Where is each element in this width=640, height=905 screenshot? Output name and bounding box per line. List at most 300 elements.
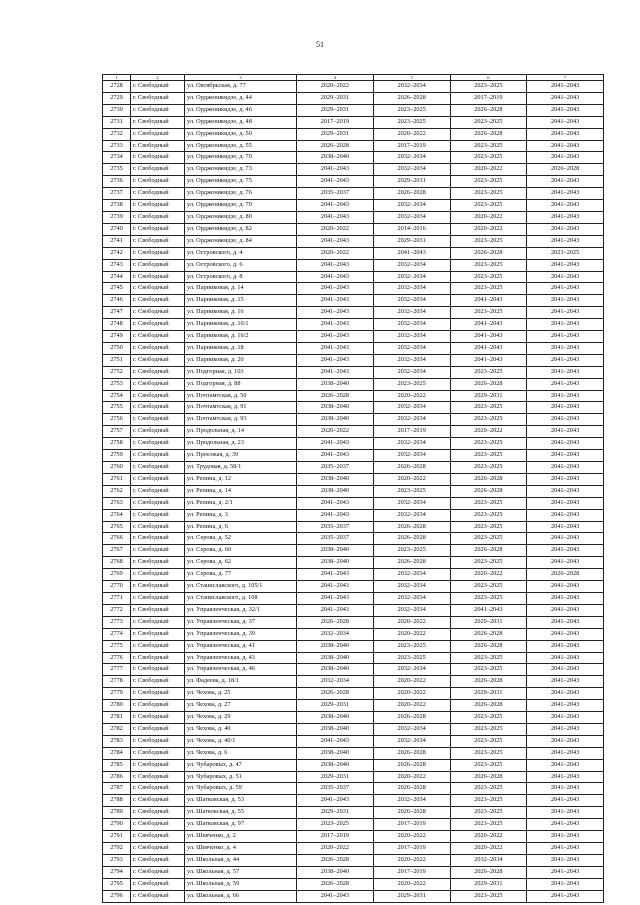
period-cell: 2041–2043	[297, 450, 374, 462]
period-cell: 2038–2040	[297, 152, 374, 164]
period-cell: 2020–2022	[373, 473, 450, 485]
period-cell: 2041–2043	[527, 878, 604, 890]
period-cell: 2032–2034	[373, 438, 450, 450]
period-cell: 2041–2043	[527, 712, 604, 724]
period-cell: 2041–2043	[527, 700, 604, 712]
period-cell: 2032–2034	[373, 164, 450, 176]
period-cell: 2041–2043	[527, 819, 604, 831]
period-cell: 2038–2040	[297, 640, 374, 652]
row-number: 2784	[103, 747, 131, 759]
period-cell: 2026–2028	[373, 92, 450, 104]
address-cell: ул. Подгорная, д. 88	[185, 378, 297, 390]
city-cell: г. Свободный	[131, 390, 185, 402]
row-number: 2789	[103, 807, 131, 819]
address-cell: ул. Управленческая, д. 32/1	[185, 604, 297, 616]
period-cell: 2032–2034	[373, 450, 450, 462]
city-cell: г. Свободный	[131, 866, 185, 878]
period-cell: 2029–2031	[297, 700, 374, 712]
table-row	[103, 366, 604, 378]
period-cell: 2041–2043	[527, 604, 604, 616]
city-cell: г. Свободный	[131, 176, 185, 188]
table-row	[103, 104, 604, 116]
city-cell: г. Свободный	[131, 747, 185, 759]
address-cell: ул. Парниковая, д. 16/2	[185, 331, 297, 343]
period-cell: 2029–2031	[450, 390, 527, 402]
city-cell: г. Свободный	[131, 402, 185, 414]
period-cell: 2023–2025	[450, 116, 527, 128]
table-row	[103, 188, 604, 200]
period-cell: 2041–2043	[527, 283, 604, 295]
period-cell: 2032–2034	[373, 569, 450, 581]
period-cell: 2023–2025	[450, 747, 527, 759]
period-cell: 2041–2043	[527, 140, 604, 152]
period-cell: 2032–2034	[373, 295, 450, 307]
period-cell: 2029–2031	[450, 688, 527, 700]
period-cell: 2041–2043	[527, 664, 604, 676]
period-cell: 2041–2043	[450, 295, 527, 307]
address-cell: ул. Школьная, д. 57	[185, 866, 297, 878]
address-cell: ул. Станиславского, д. 108	[185, 592, 297, 604]
address-cell: ул. Островского, д. 4	[185, 247, 297, 259]
period-cell: 2041–2043	[297, 795, 374, 807]
period-cell: 2026–2028	[373, 462, 450, 474]
period-cell: 2026–2028	[527, 164, 604, 176]
period-cell: 2026–2028	[450, 866, 527, 878]
table-row	[103, 450, 604, 462]
address-cell: ул. Орджоникидзе, д. 55	[185, 140, 297, 152]
table-row	[103, 759, 604, 771]
city-cell: г. Свободный	[131, 557, 185, 569]
period-cell: 2041–2043	[527, 235, 604, 247]
period-cell: 2026–2028	[297, 688, 374, 700]
address-cell: ул. Чехова, д. 27	[185, 700, 297, 712]
row-number: 2788	[103, 795, 131, 807]
period-cell: 2041–2043	[527, 152, 604, 164]
row-number: 2756	[103, 414, 131, 426]
period-cell: 2023–2025	[450, 509, 527, 521]
period-cell: 2041–2043	[297, 164, 374, 176]
period-cell: 2041–2043	[297, 890, 374, 902]
table-row	[103, 700, 604, 712]
row-number: 2760	[103, 462, 131, 474]
city-cell: г. Свободный	[131, 140, 185, 152]
row-number: 2764	[103, 509, 131, 521]
city-cell: г. Свободный	[131, 854, 185, 866]
table-row	[103, 140, 604, 152]
city-cell: г. Свободный	[131, 652, 185, 664]
period-cell: 2041–2043	[297, 592, 374, 604]
period-cell: 2020–2022	[450, 211, 527, 223]
address-cell: ул. Орджоникидзе, д. 50	[185, 128, 297, 140]
address-cell: ул. Продольная, д. 14	[185, 426, 297, 438]
table-row	[103, 235, 604, 247]
table-row	[103, 807, 604, 819]
period-cell: 2029–2031	[373, 176, 450, 188]
row-number: 2766	[103, 533, 131, 545]
period-cell: 2041–2043	[527, 81, 604, 93]
period-cell: 2038–2040	[297, 652, 374, 664]
city-cell: г. Свободный	[131, 450, 185, 462]
table-row	[103, 164, 604, 176]
period-cell: 2038–2040	[297, 414, 374, 426]
table-row	[103, 497, 604, 509]
table-row	[103, 581, 604, 593]
period-cell: 2017–2019	[373, 843, 450, 855]
row-number: 2750	[103, 342, 131, 354]
table-row	[103, 462, 604, 474]
period-cell: 2023–2025	[450, 723, 527, 735]
row-number: 2787	[103, 783, 131, 795]
row-number: 2762	[103, 485, 131, 497]
address-cell: ул. Станиславского, д. 105/1	[185, 581, 297, 593]
address-cell: ул. Репина, д. 6	[185, 521, 297, 533]
period-cell: 2020–2022	[297, 426, 374, 438]
period-cell: 2041–2043	[527, 331, 604, 343]
period-cell: 2026–2028	[373, 188, 450, 200]
city-cell: г. Свободный	[131, 152, 185, 164]
period-cell: 2035–2037	[297, 533, 374, 545]
row-number: 2733	[103, 140, 131, 152]
period-cell: 2026–2028	[527, 569, 604, 581]
column-number: 1	[103, 75, 131, 81]
period-cell: 2041–2043	[297, 569, 374, 581]
period-cell: 2032–2034	[373, 581, 450, 593]
period-cell: 2038–2040	[297, 866, 374, 878]
city-cell: г. Свободный	[131, 378, 185, 390]
period-cell: 2026–2028	[297, 616, 374, 628]
period-cell: 2032–2034	[373, 366, 450, 378]
row-number: 2780	[103, 700, 131, 712]
row-number: 2779	[103, 688, 131, 700]
city-cell: г. Свободный	[131, 128, 185, 140]
period-cell: 2032–2034	[373, 342, 450, 354]
table-row	[103, 81, 604, 93]
table-row	[103, 271, 604, 283]
row-number: 2775	[103, 640, 131, 652]
city-cell: г. Свободный	[131, 581, 185, 593]
table-row	[103, 247, 604, 259]
period-cell: 2041–2043	[527, 259, 604, 271]
address-cell: ул. Чубаровых, д. 47	[185, 759, 297, 771]
period-cell: 2026–2028	[373, 759, 450, 771]
address-cell: ул. Шевченко, д. 2	[185, 831, 297, 843]
city-cell: г. Свободный	[131, 426, 185, 438]
city-cell: г. Свободный	[131, 485, 185, 497]
period-cell: 2041–2043	[297, 497, 374, 509]
table-row	[103, 485, 604, 497]
period-cell: 2020–2022	[450, 223, 527, 235]
period-cell: 2023–2025	[450, 140, 527, 152]
period-cell: 2023–2025	[450, 438, 527, 450]
address-cell: ул. Чехова, д. 40/1	[185, 735, 297, 747]
table-row	[103, 211, 604, 223]
city-cell: г. Свободный	[131, 878, 185, 890]
column-number: 2	[131, 75, 185, 81]
period-cell: 2038–2040	[297, 664, 374, 676]
row-number: 2786	[103, 771, 131, 783]
city-cell: г. Свободный	[131, 104, 185, 116]
period-cell: 2026–2028	[450, 485, 527, 497]
period-cell: 2041–2043	[297, 283, 374, 295]
period-cell: 2041–2043	[297, 735, 374, 747]
address-cell: ул. Парниковая, д. 16/1	[185, 319, 297, 331]
table-row	[103, 890, 604, 902]
address-cell: ул. Шевченко, д. 4	[185, 843, 297, 855]
row-number: 2793	[103, 854, 131, 866]
table-row	[103, 116, 604, 128]
period-cell: 2041–2043	[527, 390, 604, 402]
period-cell: 2041–2043	[450, 331, 527, 343]
row-number: 2732	[103, 128, 131, 140]
period-cell: 2041–2043	[527, 759, 604, 771]
address-cell: ул. Парниковая, д. 15	[185, 295, 297, 307]
row-number: 2734	[103, 152, 131, 164]
table-row	[103, 604, 604, 616]
period-cell: 2026–2028	[450, 628, 527, 640]
period-cell: 2032–2034	[373, 319, 450, 331]
period-cell: 2041–2043	[527, 676, 604, 688]
period-cell: 2023–2025	[450, 450, 527, 462]
period-cell: 2020–2022	[373, 700, 450, 712]
period-cell: 2032–2034	[297, 628, 374, 640]
period-cell: 2023–2025	[373, 378, 450, 390]
period-cell: 2041–2043	[297, 604, 374, 616]
city-cell: г. Свободный	[131, 414, 185, 426]
period-cell: 2041–2043	[527, 581, 604, 593]
period-cell: 2041–2043	[297, 331, 374, 343]
period-cell: 2023–2025	[450, 283, 527, 295]
period-cell: 2020–2022	[373, 390, 450, 402]
city-cell: г. Свободный	[131, 592, 185, 604]
row-number: 2782	[103, 723, 131, 735]
period-cell: 2041–2043	[527, 497, 604, 509]
period-cell: 2041–2043	[527, 795, 604, 807]
row-number: 2740	[103, 223, 131, 235]
period-cell: 2020–2022	[373, 628, 450, 640]
period-cell: 2026–2028	[450, 640, 527, 652]
period-cell: 2026–2028	[373, 533, 450, 545]
address-cell: ул. Чубаровых, д. 51	[185, 771, 297, 783]
row-number: 2763	[103, 497, 131, 509]
row-number: 2759	[103, 450, 131, 462]
period-cell: 2041–2043	[450, 342, 527, 354]
period-cell: 2038–2040	[297, 747, 374, 759]
city-cell: г. Свободный	[131, 164, 185, 176]
row-number: 2739	[103, 211, 131, 223]
address-cell: ул. Орджоникидзе, д. 76	[185, 188, 297, 200]
table-row	[103, 723, 604, 735]
address-cell: ул. Орджоникидзе, д. 70	[185, 152, 297, 164]
period-cell: 2020–2022	[373, 831, 450, 843]
period-cell: 2020–2022	[450, 164, 527, 176]
period-cell: 2041–2043	[527, 319, 604, 331]
period-cell: 2041–2043	[297, 342, 374, 354]
city-cell: г. Свободный	[131, 497, 185, 509]
address-cell: ул. Чехова, д. 25	[185, 688, 297, 700]
row-number: 2768	[103, 557, 131, 569]
period-cell: 2017–2019	[450, 92, 527, 104]
period-cell: 2041–2043	[527, 307, 604, 319]
row-number: 2747	[103, 307, 131, 319]
period-cell: 2035–2037	[297, 188, 374, 200]
address-cell: ул. Чехова, д. 6	[185, 747, 297, 759]
city-cell: г. Свободный	[131, 462, 185, 474]
row-number: 2769	[103, 569, 131, 581]
city-cell: г. Свободный	[131, 331, 185, 343]
period-cell: 2041–2043	[527, 450, 604, 462]
period-cell: 2041–2043	[527, 426, 604, 438]
period-cell: 2041–2043	[527, 473, 604, 485]
period-cell: 2020–2022	[373, 878, 450, 890]
address-cell: ул. Репина, д. 2/1	[185, 497, 297, 509]
city-cell: г. Свободный	[131, 92, 185, 104]
city-cell: г. Свободный	[131, 319, 185, 331]
period-cell: 2041–2043	[297, 271, 374, 283]
column-number: 4	[297, 75, 374, 81]
period-cell: 2041–2043	[527, 545, 604, 557]
address-cell: ул. Трудовая, д. 58/1	[185, 462, 297, 474]
period-cell: 2032–2034	[297, 676, 374, 688]
address-cell: ул. Чехова, д. 40	[185, 723, 297, 735]
table-row	[103, 819, 604, 831]
period-cell: 2038–2040	[297, 485, 374, 497]
table-row	[103, 128, 604, 140]
period-cell: 2023–2025	[450, 807, 527, 819]
period-cell: 2041–2043	[527, 854, 604, 866]
table-row	[103, 259, 604, 271]
row-number: 2772	[103, 604, 131, 616]
period-cell: 2023–2025	[450, 819, 527, 831]
period-cell: 2023–2025	[450, 533, 527, 545]
period-cell: 2023–2025	[450, 176, 527, 188]
city-cell: г. Свободный	[131, 188, 185, 200]
row-number: 2745	[103, 283, 131, 295]
address-cell: ул. Чубаровых, д. 59	[185, 783, 297, 795]
address-cell: ул. Орджоникидзе, д. 75	[185, 176, 297, 188]
period-cell: 2026–2028	[373, 557, 450, 569]
period-cell: 2041–2043	[527, 688, 604, 700]
period-cell: 2041–2043	[527, 616, 604, 628]
column-number: 7	[527, 75, 604, 81]
period-cell: 2020–2022	[373, 688, 450, 700]
period-cell: 2041–2043	[527, 414, 604, 426]
address-cell: ул. Серова, д. 77	[185, 569, 297, 581]
row-number: 2765	[103, 521, 131, 533]
period-cell: 2041–2043	[527, 104, 604, 116]
period-cell: 2026–2028	[297, 878, 374, 890]
page-number: 51	[316, 40, 324, 49]
period-cell: 2035–2037	[297, 783, 374, 795]
period-cell: 2017–2019	[297, 116, 374, 128]
row-number: 2744	[103, 271, 131, 283]
row-number: 2746	[103, 295, 131, 307]
address-cell: ул. Островского, д. 6	[185, 259, 297, 271]
period-cell: 2026–2028	[450, 545, 527, 557]
table-row	[103, 592, 604, 604]
period-cell: 2041–2043	[527, 462, 604, 474]
table-row	[103, 652, 604, 664]
period-cell: 2026–2028	[297, 390, 374, 402]
period-cell: 2032–2034	[373, 283, 450, 295]
period-cell: 2026–2028	[373, 783, 450, 795]
table-row	[103, 426, 604, 438]
table-row	[103, 152, 604, 164]
period-cell: 2023–2025	[450, 759, 527, 771]
period-cell: 2041–2043	[527, 509, 604, 521]
period-cell: 2023–2025	[450, 521, 527, 533]
address-cell: ул. Орджоникидзе, д. 79	[185, 200, 297, 212]
period-cell: 2041–2043	[527, 783, 604, 795]
period-cell: 2041–2043	[527, 223, 604, 235]
period-cell: 2023–2025	[450, 890, 527, 902]
row-number: 2771	[103, 592, 131, 604]
row-number: 2776	[103, 652, 131, 664]
period-cell: 2038–2040	[297, 378, 374, 390]
period-cell: 2032–2034	[373, 604, 450, 616]
city-cell: г. Свободный	[131, 438, 185, 450]
table-row	[103, 509, 604, 521]
period-cell: 2014–2016	[373, 223, 450, 235]
period-cell: 2032–2034	[373, 723, 450, 735]
period-cell: 2023–2025	[450, 402, 527, 414]
table-row	[103, 223, 604, 235]
period-cell: 2041–2043	[527, 521, 604, 533]
period-cell: 2032–2034	[373, 664, 450, 676]
period-cell: 2020–2022	[450, 831, 527, 843]
row-number: 2773	[103, 616, 131, 628]
period-cell: 2023–2025	[450, 271, 527, 283]
period-cell: 2032–2034	[373, 331, 450, 343]
period-cell: 2023–2025	[450, 259, 527, 271]
period-cell: 2041–2043	[527, 128, 604, 140]
address-cell: ул. Управленческая, д. 37	[185, 616, 297, 628]
period-cell: 2032–2034	[373, 592, 450, 604]
table-row	[103, 783, 604, 795]
period-cell: 2029–2031	[297, 807, 374, 819]
period-cell: 2023–2025	[450, 200, 527, 212]
period-cell: 2041–2043	[297, 509, 374, 521]
table-row	[103, 866, 604, 878]
table-row	[103, 307, 604, 319]
table-row	[103, 735, 604, 747]
period-cell: 2020–2022	[373, 771, 450, 783]
period-cell: 2032–2034	[450, 854, 527, 866]
city-cell: г. Свободный	[131, 271, 185, 283]
period-cell: 2041–2043	[297, 176, 374, 188]
city-cell: г. Свободный	[131, 616, 185, 628]
period-cell: 2020–2022	[297, 247, 374, 259]
period-cell: 2023–2025	[450, 307, 527, 319]
period-cell: 2023–2025	[373, 640, 450, 652]
city-cell: г. Свободный	[131, 843, 185, 855]
address-cell: ул. Парниковая, д. 14	[185, 283, 297, 295]
address-cell: ул. Серова, д. 52	[185, 533, 297, 545]
city-cell: г. Свободный	[131, 283, 185, 295]
period-cell: 2023–2025	[450, 592, 527, 604]
row-number: 2748	[103, 319, 131, 331]
period-cell: 2020–2022	[450, 569, 527, 581]
city-cell: г. Свободный	[131, 890, 185, 902]
table-body	[103, 75, 604, 903]
period-cell: 2026–2028	[450, 247, 527, 259]
period-cell: 2032–2034	[373, 497, 450, 509]
address-cell: ул. Орджоникидзе, д. 73	[185, 164, 297, 176]
row-number: 2728	[103, 81, 131, 93]
address-cell: ул. Почтамтская, д. 50	[185, 390, 297, 402]
period-cell: 2029–2031	[373, 235, 450, 247]
period-cell: 2041–2043	[527, 592, 604, 604]
row-number: 2790	[103, 819, 131, 831]
